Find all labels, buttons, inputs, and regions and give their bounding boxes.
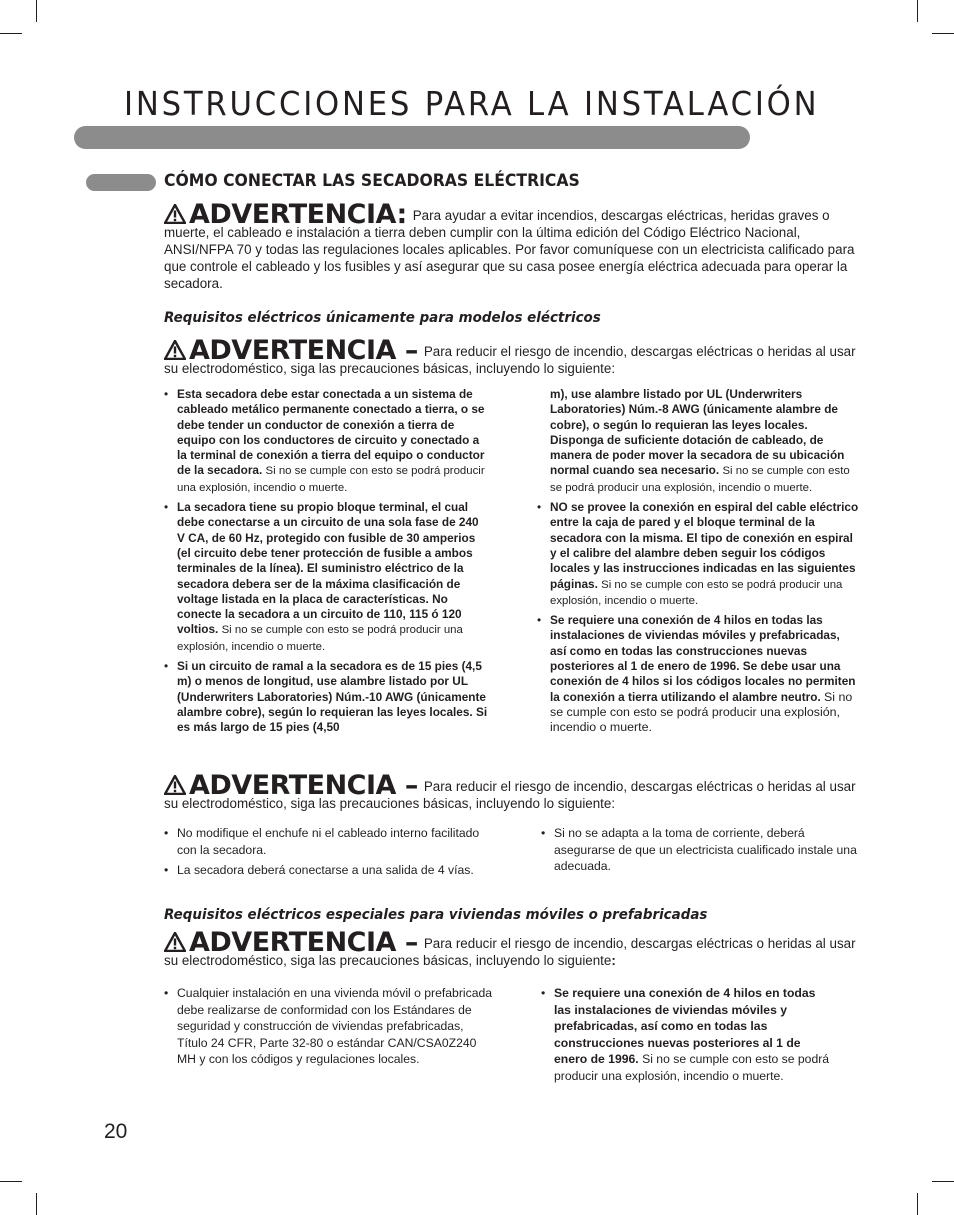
- list-item: • Si un circuito de ramal a la secadora es de 15 pies (4,5 m) o menos de longitud, use alambre listado por UL (Underwriters Laboratories) Núm.-10 AWG (únicamente alambre cobre), según lo requieran las leyes locales. Si es más largo de 15 pies (4,50: [164, 659, 488, 735]
- crop-mark: [0, 1181, 22, 1182]
- subheading: Requisitos eléctricos especiales para viviendas móviles o prefabricadas: [164, 907, 708, 923]
- list-item: • La secadora tiene su propio bloque terminal, el cual debe conectarse a un circuito de una sola fase de 240 V CA, de 60 Hz, protegido con fusible de 30 amperios (el circuito debe tener protección de fusible a ambos terminales de la línea). El suministro eléctrico de la secadora debera ser de la máxima clasificación de voltage listada en la placa de características. No conecte la secadora a un circuito de 110, 115 ó 120 voltios. Si no se cumple con esto se podrá producir una explosión, incendio o muerte.: [164, 500, 479, 653]
- section-title: CÓMO CONECTAR LAS SECADORAS ELÉCTRICAS: [164, 171, 580, 191]
- warning-triangle-icon: [164, 932, 186, 952]
- warning-triangle-icon: [164, 340, 186, 360]
- title-bar: [74, 126, 750, 149]
- crop-mark: [917, 0, 918, 22]
- list-item: • No modifique el enchufe ni el cableado interno facilitado con la secadora.: [164, 826, 480, 857]
- bullet-list-mobile-right: [541, 985, 833, 1088]
- warning-label: ADVERTENCIA:: [189, 199, 407, 230]
- bullet-list-mobile-left: [164, 985, 496, 1072]
- warning-block-3: [164, 770, 870, 812]
- list-item: • Se requiere una conexión de 4 hilos en todas las instalaciones de viviendas móviles y prefabricadas, así como en todas las construcciones nuevas posteriores al 1 de enero de 1996. Si no se cumple con esto se podrá producir una explosión, incendio o muerte.: [541, 986, 830, 1083]
- list-item: m), use alambre listado por UL (Underwriters Laboratories) Núm.-8 AWG (únicamente alambre de cobre), o según lo requieran las leyes locales. Disponga de suficiente dotación de cableado, de manera de poder mover la secadora de su ubicación normal cuando sea necesario. Si no se cumple con esto se podrá producir una explosión, incendio o muerte.: [550, 387, 850, 494]
- warning-text: Para reducir el riesgo de incendio, descargas eléctricas o heridas al usar su electrodoméstico, siga las precauciones básicas, incluyendo lo siguiente: [164, 936, 856, 968]
- page-title: INSTRUCCIONES PARA LA INSTALACIÓN: [124, 84, 820, 123]
- bullet-list-plug-left: [164, 825, 480, 883]
- bullet-list-plug-right: [541, 825, 865, 879]
- page-number: 20: [104, 1120, 128, 1143]
- warning-text: Para reducir el riesgo de incendio, descargas eléctricas o heridas al usar su electrodoméstico, siga las precauciones básicas, incluyendo lo siguiente:: [164, 779, 856, 811]
- list-item: • Esta secadora debe estar conectada a un sistema de cableado metálico permanente conectado a tierra, o se debe tender un conductor de conexión a tierra de equipo con los conductores de circuito y conectado a la terminal de conexión a tierra del equipo o conductor de la secadora. Si no se cumple con esto se podrá producir una explosión, incendio o muerte.: [164, 387, 485, 494]
- section-pill: [86, 174, 156, 191]
- crop-mark: [36, 0, 37, 22]
- warning-triangle-icon: [164, 204, 186, 224]
- warning-block-4: ADVERTENCIA – Para reducir el riesgo de incendio, descargas eléctricas o heridas al usar su electrodoméstico, siga las precauciones básicas, incluyendo lo siguiente:: [164, 927, 856, 968]
- list-item: • Cualquier instalación en una vivienda móvil o prefabricada debe realizarse de conformidad con los Estándares de seguridad y construcción de viviendas prefabricadas, Título 24 CFR, Parte 32-80 o estándar CAN/CSA0Z240 MH y con los códigos y regulaciones locales.: [164, 986, 493, 1066]
- warning-text: Para reducir el riesgo de incendio, descargas eléctricas o heridas al usar su electrodoméstico, siga las precauciones básicas, incluyendo lo siguiente:: [164, 344, 856, 376]
- warning-label: ADVERTENCIA –: [189, 770, 418, 801]
- crop-mark: [36, 1193, 37, 1215]
- list-item: • NO se provee la conexión en espiral del cable eléctrico entre la caja de pared y el bloque terminal de la secadora con la misma. El tipo de conexión en espiral y el calibre del alambre deben seguir los códigos locales y las instrucciones indicadas en las siguientes páginas. Si no se cumple con esto se podrá producir una explosión, incendio o muerte.: [537, 500, 859, 607]
- list-item: • La secadora deberá conectarse a una salida de 4 vías.: [164, 863, 474, 877]
- warning-block-1: [164, 199, 870, 292]
- subheading: Requisitos eléctricos únicamente para modelos eléctricos: [164, 310, 601, 326]
- warning-label: ADVERTENCIA –: [189, 927, 418, 958]
- list-item: • Si no se adapta a la toma de corriente, deberá asegurarse de que un electricista cualificado instale una adecuada.: [541, 826, 857, 873]
- warning-block-2: [164, 335, 870, 377]
- crop-mark: [917, 1193, 918, 1215]
- warning-label: ADVERTENCIA –: [189, 335, 418, 366]
- warning-triangle-icon: [164, 775, 186, 795]
- bullet-list-electric-right: [537, 387, 859, 740]
- list-item: • Se requiere una conexión de 4 hilos en todas las instalaciones de viviendas móviles y prefabricadas, así como en todas las construcciones nuevas posteriores al 1 de enero de 1996. Se debe usar una conexión de 4 hilos si los códigos locales no permiten la conexión a tierra utilizando el alambre neutro. Si no se cumple con esto se podrá producir una explosión, incendio o muerte.: [537, 613, 856, 735]
- warning-text: Para ayudar a evitar incendios, descargas eléctricas, heridas graves o muerte, el cableado e instalación a tierra deben cumplir con la última edición del Código Eléctrico Nacional, ANSI/NFPA 70 y todas las regulaciones locales aplicables. Por favor comuníquese con un electricista calificado para que controle el cableado y los fusibles y así asegurar que su casa posee energía eléctrica adecuada para operar la secadora.: [164, 208, 855, 291]
- crop-mark: [932, 33, 954, 34]
- crop-mark: [0, 33, 22, 34]
- bullet-list-electric-left: [164, 387, 488, 740]
- crop-mark: [932, 1181, 954, 1182]
